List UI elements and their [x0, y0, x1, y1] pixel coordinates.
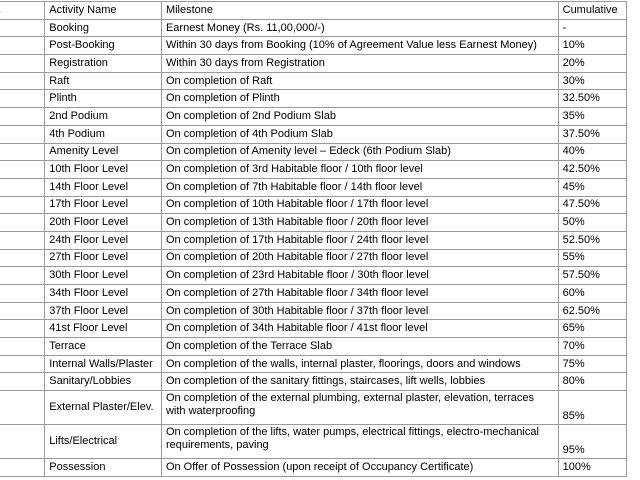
- table-row: [0, 19, 627, 37]
- milestone-cell: On completion of Plinth: [161, 90, 558, 108]
- cumulative-cell: 95%: [558, 425, 626, 459]
- milestone-cell: On completion of Raft: [161, 72, 558, 90]
- activity-name-cell: Terrace: [45, 338, 162, 356]
- table-row: [0, 285, 627, 303]
- sr-no-cell: [0, 161, 45, 179]
- activity-name-cell: 10th Floor Level: [45, 161, 162, 179]
- activity-name-cell: Plinth: [45, 90, 162, 108]
- sr-no-cell: [0, 214, 45, 232]
- activity-name-cell: 37th Floor Level: [45, 302, 162, 320]
- table-row: [0, 178, 627, 196]
- activity-name-cell: Lifts/Electrical: [45, 425, 162, 459]
- cumulative-cell: 55%: [558, 249, 626, 267]
- table-row: [0, 55, 627, 73]
- cumulative-cell: 42.50%: [558, 161, 626, 179]
- cumulative-cell: 80%: [558, 373, 626, 391]
- cumulative-cell: 52.50%: [558, 231, 626, 249]
- milestone-cell: On completion of 13th Habitable floor / 20th floor level: [161, 214, 558, 232]
- cumulative-cell: 60%: [558, 285, 626, 303]
- activity-name-cell: Possession: [45, 459, 162, 477]
- activity-name-cell: Raft: [45, 72, 162, 90]
- activity-name-cell: 17th Floor Level: [45, 196, 162, 214]
- sr-no-cell: [0, 320, 45, 338]
- cumulative-cell: 35%: [558, 108, 626, 126]
- milestone-cell: On completion of 7th Habitable floor / 14th floor level: [161, 178, 558, 196]
- activity-name-cell: 34th Floor Level: [45, 285, 162, 303]
- cumulative-cell: 10%: [558, 37, 626, 55]
- milestone-cell: On completion of the external plumbing, external plaster, elevation, terraces with waterproofing: [161, 391, 558, 425]
- cumulative-cell: 57.50%: [558, 267, 626, 285]
- sr-no-cell: [0, 355, 45, 373]
- table-row: [0, 267, 627, 285]
- milestone-cell: Earnest Money (Rs. 11,00,000/-): [161, 19, 558, 37]
- sr-no-cell: [0, 90, 45, 108]
- header-cumulative: Cumulative: [558, 2, 626, 20]
- milestone-cell: On completion of 30th Habitable floor / 37th floor level: [161, 302, 558, 320]
- cumulative-cell: 65%: [558, 320, 626, 338]
- table-row: [0, 459, 627, 477]
- table-row: [0, 125, 627, 143]
- sr-no-cell: [0, 72, 45, 90]
- table-row: [0, 143, 627, 161]
- sr-no-cell: [0, 143, 45, 161]
- sr-no-cell: [0, 196, 45, 214]
- sr-no-cell: [0, 108, 45, 126]
- table-row: [0, 338, 627, 356]
- cumulative-cell: 30%: [558, 72, 626, 90]
- sr-no-cell: [0, 178, 45, 196]
- milestone-cell: On completion of 3rd Habitable floor / 10th floor level: [161, 161, 558, 179]
- cumulative-cell: 32.50%: [558, 90, 626, 108]
- activity-name-cell: Internal Walls/Plaster: [45, 355, 162, 373]
- table-row: [0, 355, 627, 373]
- milestone-cell: On completion of the sanitary fittings, staircases, lift wells, lobbies: [161, 373, 558, 391]
- cumulative-cell: 62.50%: [558, 302, 626, 320]
- activity-name-cell: 4th Podium: [45, 125, 162, 143]
- milestone-cell: On completion of 23rd Habitable floor / 30th floor level: [161, 267, 558, 285]
- activity-name-cell: 27th Floor Level: [45, 249, 162, 267]
- sr-no-cell: [0, 391, 45, 425]
- sr-no-cell: [0, 249, 45, 267]
- activity-name-cell: Sanitary/Lobbies: [45, 373, 162, 391]
- table-row: [0, 231, 627, 249]
- activity-name-cell: 2nd Podium: [45, 108, 162, 126]
- table-row: [0, 90, 627, 108]
- milestone-cell: On completion of Amenity level – Edeck (6th Podium Slab): [161, 143, 558, 161]
- activity-name-cell: External Plaster/Elev.: [45, 391, 162, 425]
- cumulative-cell: 20%: [558, 55, 626, 73]
- activity-name-cell: 30th Floor Level: [45, 267, 162, 285]
- sr-no-cell: [0, 459, 45, 477]
- milestone-cell: Within 30 days from Registration: [161, 55, 558, 73]
- sr-no-cell: [0, 37, 45, 55]
- milestone-cell: On completion of 4th Podium Slab: [161, 125, 558, 143]
- cumulative-cell: -: [558, 19, 626, 37]
- activity-name-cell: Amenity Level: [45, 143, 162, 161]
- cumulative-cell: 37.50%: [558, 125, 626, 143]
- cumulative-cell: 50%: [558, 214, 626, 232]
- cumulative-cell: 45%: [558, 178, 626, 196]
- sr-no-cell: [0, 302, 45, 320]
- cumulative-cell: 47.50%: [558, 196, 626, 214]
- header-activity-name: Activity Name: [45, 2, 162, 20]
- activity-name-cell: Post-Booking: [45, 37, 162, 55]
- cumulative-cell: 75%: [558, 355, 626, 373]
- table-row: [0, 391, 627, 425]
- table-row: [0, 161, 627, 179]
- sr-no-cell: [0, 373, 45, 391]
- table-row: [0, 249, 627, 267]
- table-row: [0, 320, 627, 338]
- sr-no-cell: [0, 125, 45, 143]
- cumulative-cell: 85%: [558, 391, 626, 425]
- table-row: [0, 302, 627, 320]
- activity-name-cell: Booking: [45, 19, 162, 37]
- sr-no-cell: [0, 231, 45, 249]
- header-milestone: Milestone: [161, 2, 558, 20]
- sr-no-cell: [0, 19, 45, 37]
- table-header-row: [0, 2, 627, 20]
- table-row: [0, 37, 627, 55]
- sr-no-cell: [0, 55, 45, 73]
- milestone-cell: On completion of 34th Habitable floor / 41st floor level: [161, 320, 558, 338]
- sr-no-cell: [0, 267, 45, 285]
- activity-name-cell: 14th Floor Level: [45, 178, 162, 196]
- table-row: [0, 196, 627, 214]
- milestone-cell: Within 30 days from Booking (10% of Agreement Value less Earnest Money): [161, 37, 558, 55]
- table-row: [0, 425, 627, 459]
- milestone-cell: On completion of the lifts, water pumps, electrical fittings, electro-mechanical requirements, paving: [161, 425, 558, 459]
- milestone-cell: On completion of 27th Habitable floor / 34th floor level: [161, 285, 558, 303]
- cumulative-cell: 70%: [558, 338, 626, 356]
- sr-no-cell: [0, 338, 45, 356]
- activity-name-cell: 41st Floor Level: [45, 320, 162, 338]
- milestone-cell: On completion of the walls, internal plaster, floorings, doors and windows: [161, 355, 558, 373]
- table-row: [0, 72, 627, 90]
- header-sr-no: [0, 2, 45, 20]
- cumulative-cell: 100%: [558, 459, 626, 477]
- activity-name-cell: 24th Floor Level: [45, 231, 162, 249]
- activity-name-cell: 20th Floor Level: [45, 214, 162, 232]
- milestone-cell: On completion of 10th Habitable floor / 17th floor level: [161, 196, 558, 214]
- activity-name-cell: Registration: [45, 55, 162, 73]
- sr-no-cell: [0, 425, 45, 459]
- table-row: [0, 108, 627, 126]
- table-row: [0, 214, 627, 232]
- milestone-cell: On Offer of Possession (upon receipt of Occupancy Certificate): [161, 459, 558, 477]
- milestone-cell: On completion of 20th Habitable floor / 27th floor level: [161, 249, 558, 267]
- milestone-cell: On completion of 17th Habitable floor / 24th floor level: [161, 231, 558, 249]
- sr-no-cell: [0, 285, 45, 303]
- table-row: [0, 373, 627, 391]
- milestone-cell: On completion of 2nd Podium Slab: [161, 108, 558, 126]
- payment-schedule-table: [0, 1, 627, 477]
- milestone-cell: On completion of the Terrace Slab: [161, 338, 558, 356]
- cumulative-cell: 40%: [558, 143, 626, 161]
